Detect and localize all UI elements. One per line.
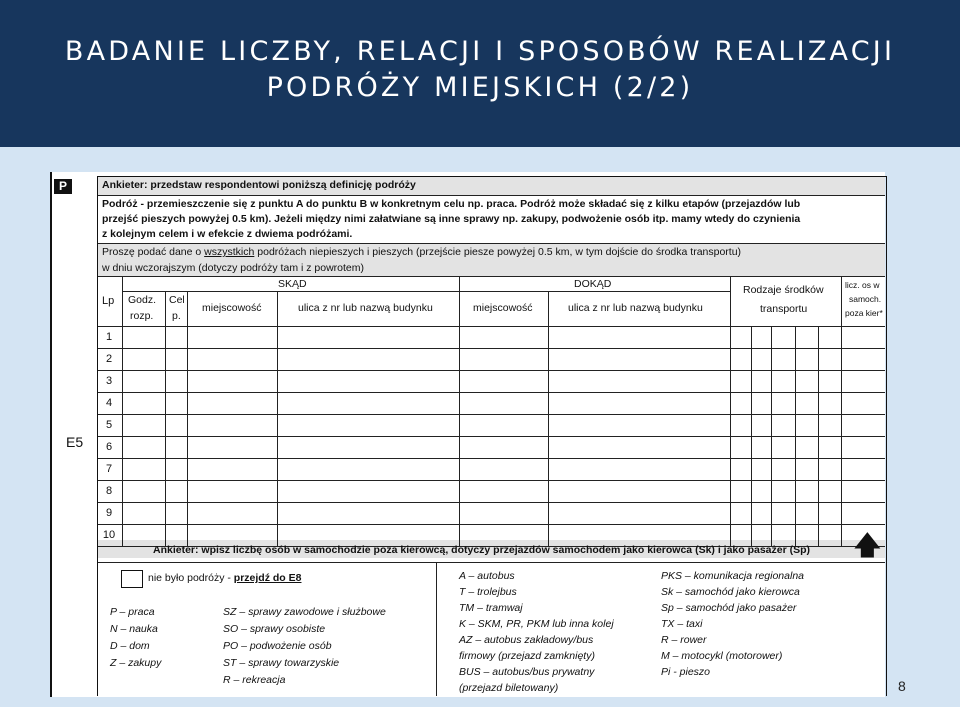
rule	[730, 276, 731, 546]
transport-code: A – autobus	[459, 570, 515, 582]
header-ulica-to: ulica z nr lub nazwą budynku	[568, 302, 703, 314]
transport-code: Pi - pieszo	[661, 666, 711, 678]
header-godz-1: Godz.	[128, 294, 157, 306]
row-marker-e5: E5	[66, 434, 84, 450]
rule	[98, 370, 885, 371]
form-main-block	[97, 176, 887, 696]
slide-header	[0, 0, 960, 147]
purpose-code: SO – sprawy osobiste	[223, 623, 326, 635]
rule	[98, 562, 885, 563]
header-dokad: DOKĄD	[574, 278, 612, 290]
rule	[98, 326, 885, 327]
rule	[98, 276, 885, 277]
rule	[548, 291, 549, 546]
purpose-code: D – dom	[110, 640, 150, 652]
row-number: 10	[102, 529, 116, 541]
rule	[98, 480, 885, 481]
arrow-up-icon: 🡅	[854, 530, 881, 560]
transport-code: Sk – samochód jako kierowca	[661, 586, 800, 598]
rule	[98, 414, 885, 415]
rule	[98, 195, 885, 196]
header-rodzaje-2: transportu	[760, 303, 808, 315]
row-number: 1	[105, 331, 113, 343]
rule	[751, 326, 752, 546]
survey-form-scan	[50, 172, 885, 697]
rule	[98, 348, 885, 349]
purpose-code: Z – zakupy	[110, 657, 162, 669]
header-lp: Lp	[102, 295, 115, 307]
request-line-1: Proszę podać dane o wszystkich podróżach niepieszych i pieszych (przejście piesze powyżej 0.5 km, w tym dojście do środka transportu)	[102, 246, 742, 258]
definition-line-1: Podróż - przemieszczenie się z punktu A do punktu B w konkretnym celu np. praca. Podróż może składać się z kilku etapów (przejazdów lub	[102, 198, 801, 210]
transport-code: M – motocykl (motorower)	[661, 650, 783, 662]
row-number: 4	[105, 397, 113, 409]
rule	[436, 562, 437, 696]
rule	[98, 243, 885, 244]
transport-code: (przejazd biletowany)	[459, 682, 559, 694]
request-line-2: w dniu wczorajszym (dotyczy podróży tam i z powrotem)	[102, 262, 364, 274]
header-miejscowosc-to: miejscowość	[473, 302, 533, 314]
purpose-code: P – praca	[110, 606, 155, 618]
rule	[165, 291, 166, 546]
definition-line-2: przejść pieszych powyżej 0.5 km). Jeżeli między nimi załatwiane są inne sprawy np. zakupy, podwożenie osób itp. mamy wtedy do czynienia	[102, 213, 801, 225]
row-number: 7	[105, 463, 113, 475]
transport-code: firmowy (przejazd zamknięty)	[459, 650, 595, 662]
transport-code: BUS – autobus/bus prywatny	[459, 666, 595, 678]
row-number: 9	[105, 507, 113, 519]
definition-line-3: z kolejnym celem i w efekcie z dwiema podróżami.	[102, 228, 353, 240]
section-marker: P	[54, 179, 72, 194]
transport-code: TX – taxi	[661, 618, 703, 630]
slide-title-line-2: PODRÓŻY MIEJSKICH (2/2)	[266, 72, 694, 103]
row-number: 2	[105, 353, 113, 365]
no-trip-label: nie było podróży - przejdź do E8	[148, 572, 302, 584]
rule	[122, 276, 123, 546]
header-ulica-from: ulica z nr lub nazwą budynku	[298, 302, 433, 314]
header-rodzaje-1: Rodzaje środków	[743, 284, 824, 296]
purpose-code: SZ – sprawy zawodowe i służbowe	[223, 606, 386, 618]
no-trip-checkbox[interactable]	[121, 570, 143, 588]
transport-code: R – rower	[661, 634, 707, 646]
slide-title-line-1: BADANIE LICZBY, RELACJI I SPOSOBÓW REALIZACJI	[64, 36, 896, 67]
row-number: 5	[105, 419, 113, 431]
rule	[795, 326, 796, 546]
rule	[187, 291, 188, 546]
instruction-heading: Ankieter: przedstaw respondentowi poniższą definicję podróży	[102, 179, 416, 191]
header-licz-1: licz. os w	[845, 280, 880, 290]
purpose-code: N – nauka	[110, 623, 158, 635]
header-skad: SKĄD	[278, 278, 307, 290]
rule	[841, 276, 842, 546]
rule	[98, 458, 885, 459]
rule	[818, 326, 819, 546]
transport-code: K – SKM, PR, PKM lub inna kolej	[459, 618, 614, 630]
row-number: 3	[105, 375, 113, 387]
row-number: 8	[105, 485, 113, 497]
header-miejscowosc-from: miejscowość	[202, 302, 262, 314]
transport-code: Sp – samochód jako pasażer	[661, 602, 797, 614]
row-number: 6	[105, 441, 113, 453]
transport-code: PKS – komunikacja regionalna	[661, 570, 805, 582]
rule	[98, 502, 885, 503]
header-licz-3: poza kier*	[845, 308, 883, 318]
header-licz-2: samoch.	[849, 294, 882, 304]
rule	[98, 392, 885, 393]
transport-code: TM – tramwaj	[459, 602, 523, 614]
purpose-code: R – rekreacja	[223, 674, 286, 686]
transport-code: T – trolejbus	[459, 586, 517, 598]
header-cel-1: Cel	[169, 294, 185, 306]
rule	[98, 436, 885, 437]
rule	[122, 291, 730, 292]
rule	[98, 524, 885, 525]
rule	[459, 276, 460, 546]
transport-code: AZ – autobus zakładowy/bus	[459, 634, 594, 646]
header-cel-2: p.	[172, 310, 181, 322]
slide-page-number: 8	[898, 678, 906, 694]
purpose-code: PO – podwożenie osób	[223, 640, 332, 652]
footer-instruction: Ankieter: wpisz liczbę osób w samochodzie poza kierowcą, dotyczy przejazdów samochodem jako kierowca (Sk) i jako pasażer (Sp)	[153, 544, 811, 556]
rule	[277, 291, 278, 546]
purpose-code: ST – sprawy towarzyskie	[223, 657, 340, 669]
header-godz-2: rozp.	[130, 310, 154, 322]
rule	[771, 326, 772, 546]
